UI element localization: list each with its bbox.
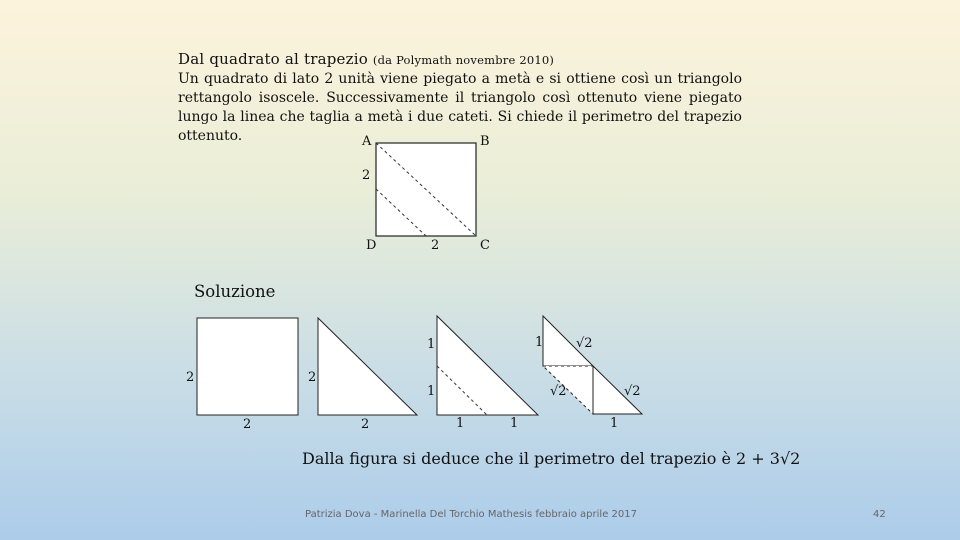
fig3-bottom-right-label: 1 bbox=[510, 416, 519, 431]
title-source: (da Polymath novembre 2010) bbox=[372, 53, 555, 67]
fig4-left-label: 1 bbox=[535, 335, 544, 350]
fig4-bottom-label: 1 bbox=[610, 416, 619, 431]
fig4-hyp-top-label: √2 bbox=[576, 336, 593, 351]
fig1-square bbox=[197, 318, 298, 415]
fig3-bottom-left-label: 1 bbox=[456, 416, 465, 431]
fig3-triangle bbox=[437, 316, 538, 415]
title-text: Dal quadrato al trapezio bbox=[178, 50, 368, 68]
vertex-b: B bbox=[480, 134, 490, 149]
fig2-triangle bbox=[318, 318, 417, 415]
solution-diagrams bbox=[180, 310, 660, 435]
fig1-left-label: 2 bbox=[186, 370, 195, 385]
fig3-left-top-label: 1 bbox=[427, 337, 436, 352]
vertex-a: A bbox=[362, 134, 372, 149]
fig1-bottom-label: 2 bbox=[243, 417, 252, 432]
solution-heading: Soluzione bbox=[194, 282, 276, 301]
fig4-inner-left-label: √2 bbox=[550, 384, 567, 399]
vertex-c: C bbox=[480, 238, 490, 253]
fig4-inner-right-label: √2 bbox=[624, 384, 641, 399]
footer-credits: Patrizia Dova - Marinella Del Torchio Mathesis febbraio aprile 2017 bbox=[305, 509, 637, 520]
slide-title bbox=[178, 50, 554, 68]
problem-text: Un quadrato di lato 2 unità viene piegato a metà e si ottiene così un triangolo rettangolo isoscele. Successivamente il triangolo così ottenuto viene piegato lungo la linea che taglia a metà i due cateti. Si chiede il perimetro del trapezio ottenuto. bbox=[178, 71, 742, 144]
side-left-label: 2 bbox=[362, 168, 371, 183]
fig3-left-bottom-label: 1 bbox=[427, 384, 436, 399]
vertex-d: D bbox=[366, 238, 377, 253]
square-diagram bbox=[370, 140, 482, 238]
side-bottom-label: 2 bbox=[431, 238, 440, 253]
fig2-left-label: 2 bbox=[308, 370, 317, 385]
fig2-bottom-label: 2 bbox=[361, 417, 370, 432]
page-number: 42 bbox=[873, 509, 886, 520]
conclusion-text: Dalla figura si deduce che il perimetro del trapezio è 2 + 3√2 bbox=[302, 449, 801, 468]
